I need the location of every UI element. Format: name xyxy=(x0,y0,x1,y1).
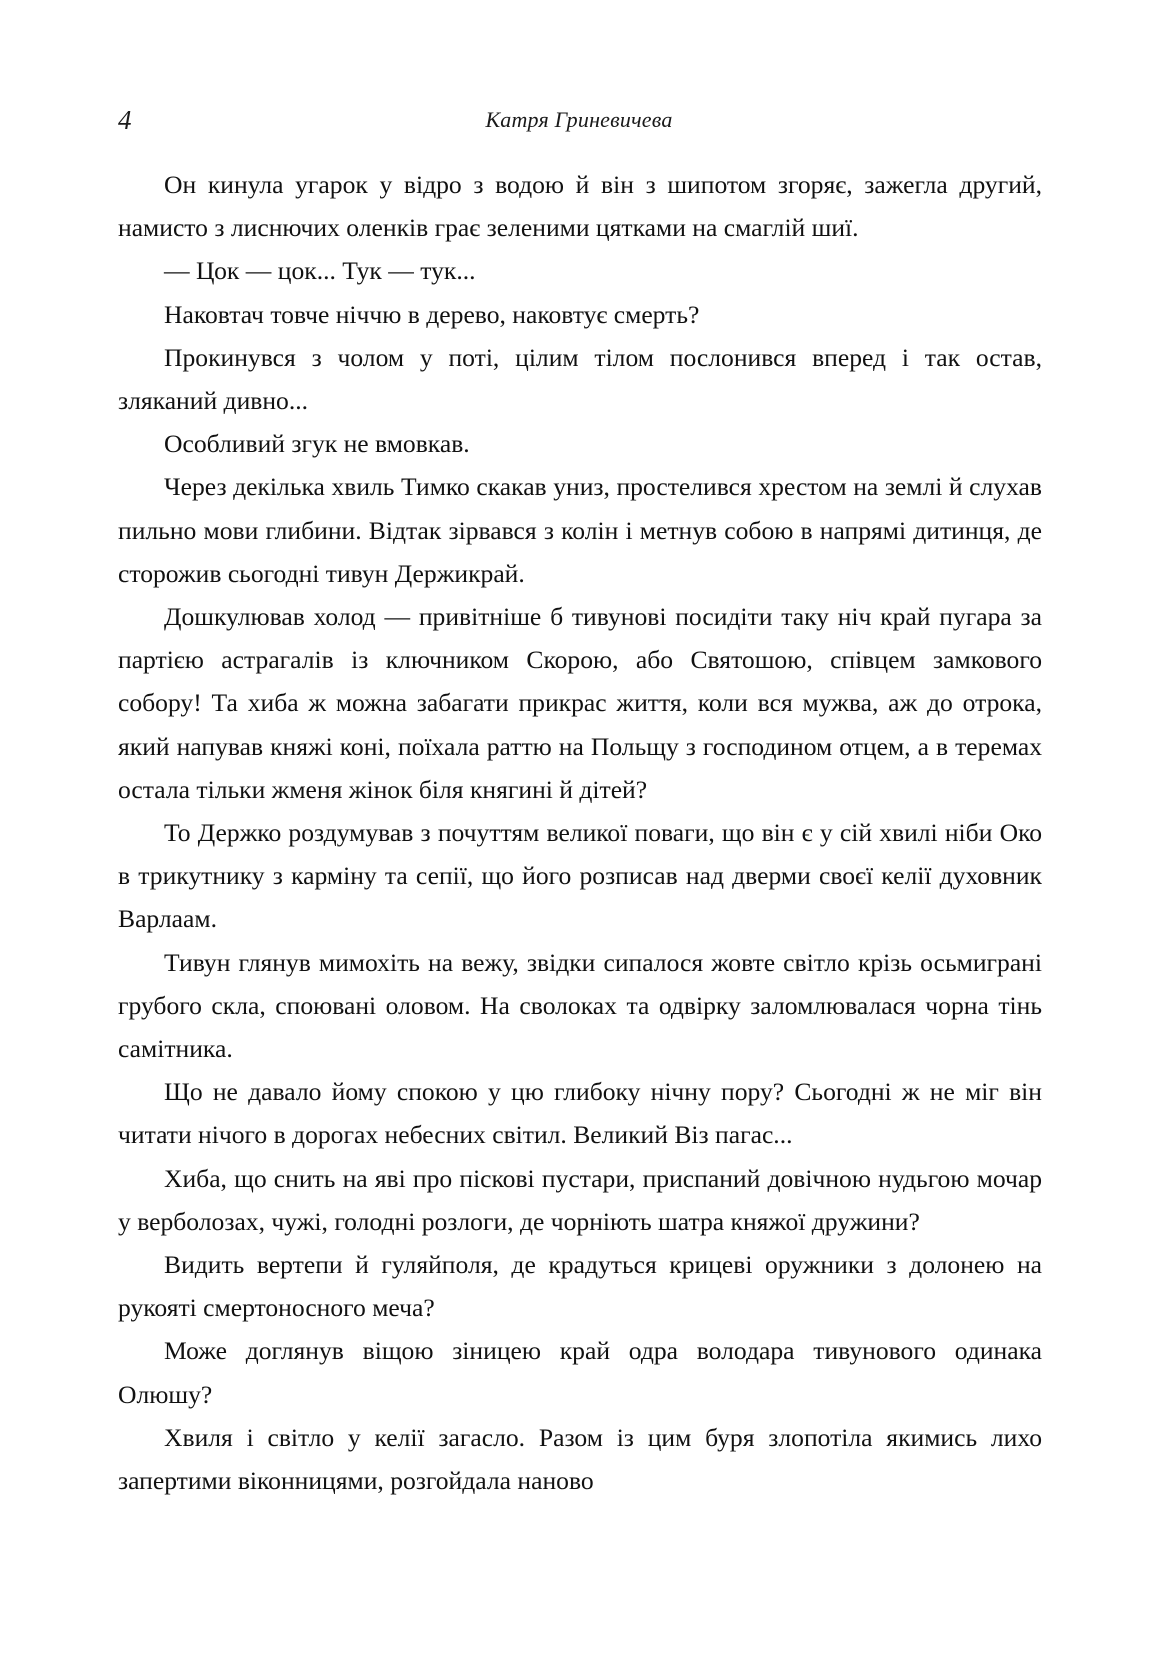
paragraph: Може доглянув віщою зіницею край одра володара тивунового одинака Олюшу? xyxy=(118,1336,1042,1409)
paragraph: Видить вертепи й гуляйполя, де крадуться крицеві оружники з долонею на рукояті смертоносного меча? xyxy=(118,1250,1042,1323)
body-text xyxy=(118,163,1042,1502)
paragraph: Хиба, що снить на яві про піскові пустари, приспаний довічною нудьгою мочар у верболозах, чужі, голодні розлоги, де чорніють шатра княжої дружини? xyxy=(118,1163,1042,1236)
paragraph: Наковтач товче ніччю в дерево, наковтує смерть? xyxy=(164,299,700,329)
paragraph: Дошкулював холод — привітніше б тивунові посидіти таку ніч край пугара за партією астрагалів із ключником Скорою, або Святошою, співцем замкового собору! Та хиба ж можна забагати прикрас життя, коли вся мужва, аж до отрока, який напував княжі коні, поїхала раттю на Польщу з господином отцем, а в теремах остала тільки жменя жінок біля княгині й дітей? xyxy=(118,602,1042,804)
paragraph: Особливий згук не вмовкав. xyxy=(164,429,470,459)
paragraph: То Держко роздумував з почуттям великої поваги, що він є у сій хвилі ніби Око в трикутнику з карміну та сепії, що його розписав над дверми своєї келії духовник Варлаам. xyxy=(118,818,1042,934)
paragraph: Он кинула угарок у відро з водою й він з шипотом згоряє, зажегла другий, намисто з лиснючих оленків грає зеленими цятками на смаглій шиї. xyxy=(118,170,1042,243)
paragraph: Через декілька хвиль Тимко скакав униз, простелився хрестом на землі й слухав пильно мови глибини. Відтак зірвався з колін і метнув собою в напрямі дитинця, де сторожив сьогодні тивун Держикрай. xyxy=(118,472,1042,588)
paragraph: — Цок — цок... Тук — тук... xyxy=(164,256,476,286)
running-title: Катря Гриневичева xyxy=(485,107,673,132)
paragraph: Прокинувся з чолом у поті, цілим тілом послонився вперед і так остав, зляканий дивно... xyxy=(118,342,1042,416)
paragraph: Тивун глянув мимохіть на вежу, звідки сипалося жовте світло крізь осьмиграні грубого скла, споювані оловом. На сволоках та одвірку заломлювалася чорна тінь самітника. xyxy=(118,947,1042,1064)
paragraph: Хвиля і світло у келії загасло. Разом із цим буря злопотіла якимись лихо запертими віконницями, розгойдала наново xyxy=(118,1422,1042,1496)
page-header xyxy=(118,104,1040,138)
paragraph: Що не давало йому спокою у цю глибоку нічну пору? Сьогодні ж не міг він читати нічого в дорогах небесних світил. Великий Віз пагас... xyxy=(118,1077,1042,1150)
page-number: 4 xyxy=(118,105,132,135)
